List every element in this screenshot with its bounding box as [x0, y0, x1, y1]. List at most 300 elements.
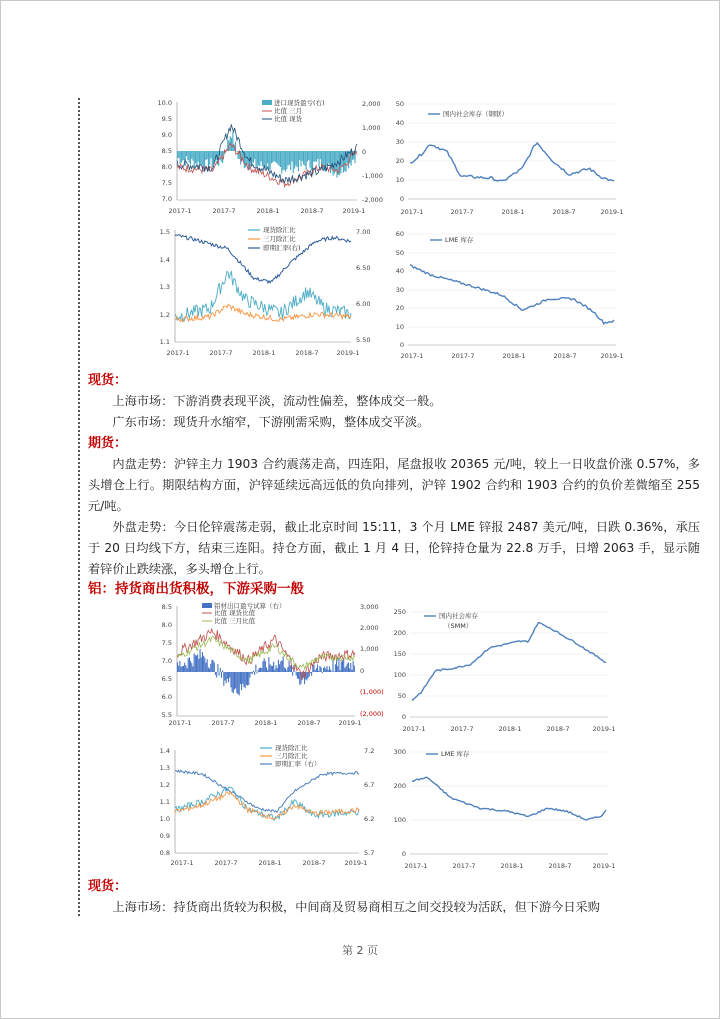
- bar: [294, 151, 295, 169]
- bar: [311, 151, 312, 170]
- bar: [196, 151, 197, 167]
- bar: [318, 671, 319, 672]
- bar: [267, 151, 268, 163]
- al-spot-shanghai: 上海市场：持货商出货较为积极，中间商及贸易商相互之间交投较为活跃，但下游今日采购: [112, 900, 600, 914]
- bar: [254, 672, 255, 675]
- bar: [286, 670, 287, 672]
- y-tick: 0: [399, 195, 404, 203]
- bar: [177, 151, 178, 158]
- y-tick: 0: [399, 341, 404, 349]
- bar: [211, 660, 212, 672]
- y-tick: (1,000): [360, 688, 384, 696]
- bar: [186, 151, 187, 156]
- legend-item: 即期汇率(右): [263, 244, 301, 252]
- y-tick: 50: [397, 692, 406, 700]
- y-tick: 250: [393, 608, 406, 616]
- bar: [279, 151, 280, 166]
- bar: [280, 661, 281, 672]
- bar: [288, 151, 289, 165]
- bar: [196, 656, 197, 672]
- y-tick: 10: [395, 176, 404, 184]
- bar: [190, 151, 191, 165]
- inventory-line: [412, 623, 606, 701]
- y-right-ticks: [364, 747, 374, 857]
- bar: [191, 663, 192, 672]
- bar: [183, 666, 184, 672]
- bar: [245, 151, 246, 167]
- bar: [242, 672, 243, 684]
- bar: [299, 151, 300, 160]
- bar: [221, 672, 222, 678]
- bar: [333, 151, 334, 176]
- bar: [328, 670, 329, 672]
- bar: [194, 653, 195, 672]
- x-tick: 2018-1: [501, 208, 525, 216]
- legend-item: 三月除汇比: [263, 235, 296, 243]
- bar: [236, 672, 237, 693]
- y-right-ticks: [362, 100, 383, 204]
- x-tick: 2017-7: [451, 352, 475, 360]
- bar: [215, 672, 216, 675]
- bar: [317, 151, 318, 159]
- y-tick: 300: [393, 748, 406, 756]
- bar: [262, 151, 263, 166]
- bar: [315, 670, 316, 672]
- x-tick: 2019-1: [592, 862, 616, 870]
- bar: [201, 658, 202, 672]
- bar: [212, 151, 213, 167]
- y-tick: (2,000): [360, 710, 384, 718]
- spot-fx-ratio-line: [175, 787, 359, 820]
- bar: [208, 667, 209, 672]
- bar: [284, 151, 285, 170]
- bar: [255, 151, 256, 167]
- y-tick: 6.7: [364, 781, 375, 789]
- bar: [353, 661, 354, 672]
- bar: [207, 659, 208, 672]
- al-spot-heading: 现货：: [88, 879, 128, 894]
- bar: [257, 672, 258, 673]
- bar: [316, 668, 317, 672]
- bar: [284, 667, 285, 672]
- bar: [348, 662, 349, 672]
- legend-item: 比值 现货: [274, 115, 303, 123]
- bar: [179, 661, 180, 672]
- bar: [323, 668, 324, 672]
- x-tick: 2018-7: [552, 208, 576, 216]
- zinc-futures-foreign: 外盘走势：今日伦锌震荡走弱，截止北京时间 15:11，3 个月 LME 锌报 2487 美元/吨，日跌 0.36%，承压于 20 日均线下方，结束三连阳。持仓方面，截止 1 月 4 日，伦锌持仓量为 22.8 万手，日增 2063 手，显示随着锌价止跌续涨，多头增仓上行。: [88, 520, 700, 576]
- aluminum-section-title: 铝：持货商出货积极，下游采购一般: [88, 581, 304, 597]
- bar: [214, 662, 215, 672]
- x-tick: 2018-7: [546, 725, 570, 733]
- x-ticks: [400, 208, 623, 216]
- bar: [183, 151, 184, 160]
- lme-inventory-line: [412, 777, 606, 820]
- x-tick: 2019-1: [344, 859, 368, 867]
- bar: [320, 151, 321, 159]
- x-tick: 2017-7: [214, 859, 238, 867]
- bar: [210, 664, 211, 672]
- bar: [205, 151, 206, 160]
- bar: [277, 151, 278, 164]
- bar: [181, 151, 182, 163]
- x-ticks: [400, 352, 623, 360]
- al-chart-domestic-inventory: [386, 604, 618, 736]
- bar: [324, 667, 325, 672]
- y-tick: 7.00: [356, 228, 371, 236]
- bar: [209, 669, 210, 672]
- bar: [331, 671, 332, 672]
- x-tick: 2018-7: [297, 719, 321, 727]
- legend-item: 三月除汇比: [275, 752, 308, 760]
- bar: [194, 151, 195, 168]
- bar: [271, 666, 272, 672]
- export-profit-bars: [177, 649, 355, 695]
- y-tick: 100: [393, 671, 406, 679]
- bar: [285, 668, 286, 672]
- bar: [222, 670, 223, 672]
- bar: [270, 151, 271, 169]
- bar: [343, 659, 344, 672]
- bar: [327, 666, 328, 672]
- page-number: 第 2 页: [342, 944, 378, 957]
- y-tick: 6.5: [161, 675, 172, 683]
- bar: [178, 666, 179, 672]
- bar: [210, 151, 211, 158]
- al-chart-fx-ratio: [150, 744, 384, 870]
- x-tick: 2018-1: [254, 719, 278, 727]
- bar: [178, 151, 179, 158]
- bar: [290, 151, 291, 170]
- al-chart-ratio-export-profit: [150, 600, 384, 728]
- y-tick: 50: [395, 100, 404, 108]
- bar: [274, 670, 275, 672]
- y-tick: 6.0: [161, 693, 172, 701]
- bar: [198, 151, 199, 162]
- y-ticks: [394, 748, 406, 858]
- bar: [293, 151, 294, 173]
- bar: [177, 662, 178, 672]
- bar: [259, 668, 260, 672]
- legend-item: 国内社会库存（钢联）: [443, 110, 508, 118]
- bar: [275, 151, 276, 162]
- bar: [329, 151, 330, 164]
- bar: [295, 151, 296, 166]
- bar: [203, 656, 204, 672]
- bar: [235, 672, 236, 688]
- bar: [253, 151, 254, 163]
- bar: [207, 151, 208, 159]
- x-tick: 2017-1: [402, 725, 426, 733]
- y-tick: 7.0: [161, 657, 172, 665]
- bar: [347, 664, 348, 672]
- y-tick: 8.0: [161, 163, 172, 171]
- x-tick: 2018-7: [553, 352, 577, 360]
- bar: [332, 660, 333, 672]
- bar: [351, 151, 352, 166]
- bar: [241, 672, 242, 690]
- bar: [277, 668, 278, 672]
- bar: [260, 668, 261, 672]
- x-tick: 2019-1: [336, 349, 360, 357]
- bar: [315, 151, 316, 162]
- bar: [184, 663, 185, 672]
- bar: [190, 661, 191, 672]
- x-tick: 2017-1: [168, 207, 192, 215]
- y-left-ticks: [158, 99, 172, 203]
- bar: [290, 665, 291, 672]
- bar: [289, 151, 290, 165]
- bar: [219, 672, 220, 676]
- bar: [189, 151, 190, 163]
- bar: [317, 664, 318, 672]
- y-tick: 1.4: [159, 747, 170, 755]
- bar: [272, 151, 273, 162]
- bar: [249, 672, 250, 678]
- legend-item: 比值 现货比值: [214, 609, 256, 617]
- bar: [325, 669, 326, 672]
- y-tick: 1.4: [159, 256, 170, 264]
- bar: [270, 665, 271, 672]
- bar: [321, 667, 322, 672]
- bar: [232, 132, 233, 151]
- bar: [192, 666, 193, 672]
- bar: [308, 672, 309, 678]
- y-ticks: [394, 608, 406, 721]
- y-tick: 200: [393, 782, 406, 790]
- y-tick: 1.1: [159, 798, 170, 806]
- bar: [200, 151, 201, 164]
- bar: [340, 670, 341, 672]
- bar: [229, 672, 230, 678]
- left-margin-rule: [78, 98, 80, 916]
- x-tick: 2018-1: [502, 352, 526, 360]
- x-tick: 2017-7: [209, 349, 233, 357]
- bar: [245, 672, 246, 688]
- bar: [303, 151, 304, 165]
- y-tick: 7.0: [161, 195, 172, 203]
- y-tick: 20: [395, 157, 404, 165]
- legend: [262, 98, 325, 123]
- bar: [195, 655, 196, 672]
- bar: [252, 672, 253, 674]
- bar: [224, 672, 225, 680]
- bar: [204, 658, 205, 672]
- bar: [279, 664, 280, 672]
- x-tick: 2018-1: [256, 207, 280, 215]
- y-tick: 5.7: [364, 849, 375, 857]
- zinc-spot-heading: 现货：: [88, 373, 128, 388]
- x-tick: 2017-1: [404, 862, 428, 870]
- bar: [202, 652, 203, 672]
- legend-item: LME 库存: [445, 236, 474, 244]
- bar: [263, 151, 264, 167]
- y-tick: 8.0: [161, 621, 172, 629]
- y-left-ticks: [160, 228, 170, 346]
- legend-item: 比值 三月: [274, 107, 303, 115]
- bar: [265, 661, 266, 672]
- bar: [276, 151, 277, 163]
- y-tick: 60: [395, 230, 404, 238]
- y-tick: -2,000: [362, 196, 383, 204]
- legend: [248, 225, 301, 252]
- bar: [281, 151, 282, 174]
- x-tick: 2019-1: [600, 208, 624, 216]
- zinc-chart-ratio-import-profit: [150, 96, 383, 218]
- x-tick: 2018-7: [300, 207, 324, 215]
- bar: [287, 667, 288, 672]
- bar: [309, 151, 310, 168]
- bar: [310, 672, 311, 673]
- legend-item: 即期汇率（右）: [275, 760, 321, 768]
- y-tick: 50: [395, 249, 404, 257]
- bar: [286, 151, 287, 169]
- bar: [318, 151, 319, 167]
- bar: [258, 670, 259, 672]
- bar: [228, 672, 229, 682]
- bar: [354, 666, 355, 672]
- bar: [307, 151, 308, 161]
- bar: [344, 668, 345, 672]
- bar: [197, 654, 198, 672]
- bar: [308, 151, 309, 160]
- legend-item: 铝材出口盈亏试算（右）: [214, 602, 286, 610]
- y-tick: 5.5: [161, 711, 172, 719]
- legend: [202, 601, 286, 625]
- bar: [257, 151, 258, 166]
- bar: [349, 669, 350, 672]
- bar: [261, 668, 262, 672]
- bar: [275, 665, 276, 672]
- x-tick: 2018-1: [500, 862, 524, 870]
- y-tick: 7.5: [161, 179, 172, 187]
- bar: [188, 658, 189, 672]
- bar: [209, 151, 210, 165]
- x-tick: 2017-7: [450, 725, 474, 733]
- bar: [239, 672, 240, 695]
- y-tick: 7.5: [161, 639, 172, 647]
- bar: [326, 151, 327, 166]
- bar: [247, 672, 248, 685]
- zinc-commentary: [88, 370, 700, 580]
- y-right-ticks: [356, 228, 370, 344]
- y-tick: 1.1: [159, 338, 170, 346]
- zinc-futures-heading: 期货：: [88, 436, 128, 451]
- bar: [319, 666, 320, 672]
- x-tick: 2019-1: [600, 352, 624, 360]
- x-tick: 2017-1: [400, 352, 424, 360]
- y-tick: 1.5: [159, 228, 170, 236]
- x-tick: 2017-7: [211, 719, 235, 727]
- x-tick: 2019-1: [338, 719, 362, 727]
- y-tick: 20: [395, 304, 404, 312]
- al-chart-lme-inventory: [386, 744, 618, 872]
- bar: [337, 666, 338, 672]
- x-tick: 2017-1: [166, 349, 190, 357]
- zinc-chart-lme-inventory: [388, 226, 626, 362]
- bar: [273, 662, 274, 672]
- y-tick: 1.2: [159, 781, 170, 789]
- y-tick: 6.2: [364, 815, 375, 823]
- y-tick: 2,000: [360, 624, 379, 632]
- zinc-futures-domestic: 内盘走势：沪锌主力 1903 合约震荡走高，四连阳，尾盘报收 20365 元/吨，较上一日收盘价涨 0.57%，多头增仓上行。期限结构方面，沪锌延续远高远低的负向排列，沪锌 1902 合约和 1903 合约的负价差微缩至 255 元/吨。: [88, 457, 700, 513]
- y-tick: 8.5: [161, 603, 172, 611]
- bar: [313, 665, 314, 672]
- bar: [268, 151, 269, 171]
- bar: [278, 660, 279, 672]
- bar: [312, 151, 313, 169]
- bar: [234, 672, 235, 689]
- x-tick: 2017-1: [168, 719, 192, 727]
- legend-item: 现货除汇比: [275, 744, 308, 752]
- bar: [268, 657, 269, 672]
- y-tick: 2,000: [362, 100, 381, 108]
- y-tick: 200: [393, 629, 406, 637]
- x-ticks: [402, 725, 615, 733]
- x-ticks: [404, 862, 615, 870]
- bar: [191, 151, 192, 159]
- y-tick: 6.00: [356, 300, 371, 308]
- y-tick: 30: [395, 138, 404, 146]
- x-ticks: [168, 719, 361, 727]
- bar: [185, 665, 186, 672]
- bar: [200, 649, 201, 672]
- bar: [297, 672, 298, 678]
- bar: [230, 672, 231, 687]
- legend-item: （SMM）: [444, 622, 473, 630]
- bar: [297, 151, 298, 167]
- bar: [280, 151, 281, 167]
- x-tick: 2017-1: [170, 859, 194, 867]
- bar: [327, 151, 328, 163]
- bar: [217, 664, 218, 672]
- bar: [296, 672, 297, 676]
- zinc-chart-domestic-inventory: [388, 96, 626, 222]
- bar: [213, 660, 214, 672]
- y-left-ticks: [160, 747, 170, 857]
- y-ticks: [396, 230, 404, 349]
- bar: [304, 151, 305, 166]
- bar: [335, 664, 336, 672]
- legend-item: 进口现货盈亏(右): [274, 99, 325, 107]
- y-tick: 6.50: [356, 264, 371, 272]
- x-tick: 2018-1: [498, 725, 522, 733]
- y-tick: 1.3: [159, 764, 170, 772]
- bar: [313, 151, 314, 162]
- x-tick: 2019-1: [342, 207, 366, 215]
- x-ticks: [166, 349, 359, 357]
- y-tick: 1,000: [362, 124, 381, 132]
- bar: [248, 672, 249, 685]
- bar: [311, 672, 312, 676]
- y-tick: 10: [395, 323, 404, 331]
- bar: [329, 666, 330, 672]
- bar: [259, 151, 260, 166]
- bar: [306, 151, 307, 170]
- bar: [271, 151, 272, 163]
- bar: [285, 151, 286, 172]
- y-tick: 0: [401, 713, 406, 721]
- bar: [205, 663, 206, 672]
- x-tick: 2018-7: [548, 862, 572, 870]
- bar: [282, 151, 283, 170]
- bar: [267, 670, 268, 672]
- y-tick: 1,000: [360, 645, 379, 653]
- y-tick: 3,000: [360, 603, 379, 611]
- bar: [262, 661, 263, 672]
- bar: [238, 672, 239, 694]
- bar: [266, 667, 267, 672]
